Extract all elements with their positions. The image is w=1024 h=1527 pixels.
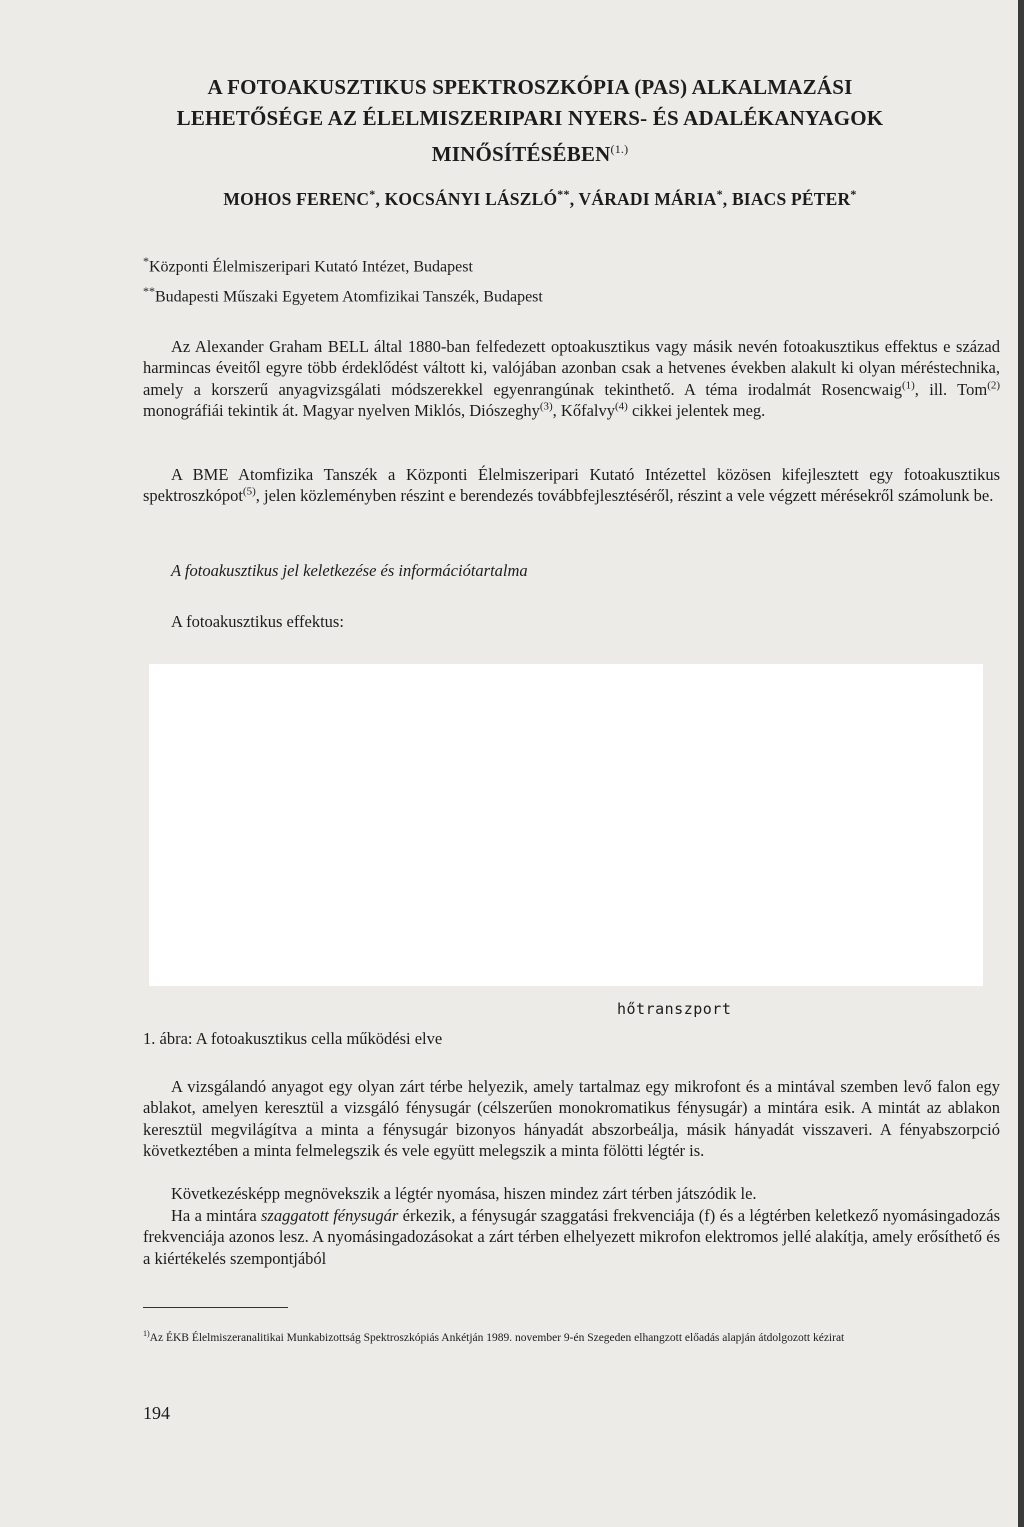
citation-ref: (4) (615, 400, 628, 413)
intro-paragraph-1 (143, 336, 1000, 422)
affiliation-1 (143, 254, 473, 276)
footnote (143, 1325, 1000, 1347)
section-heading: A fotoakusztikus jel keletkezése és információtartalma (171, 561, 528, 580)
author-separator: , (375, 188, 385, 209)
author-2-mark: ** (557, 187, 570, 201)
body-paragraph-2: Következésképp megnövekszik a légtér nyomása, hiszen mindez zárt térben játszódik le. (171, 1184, 757, 1203)
title-line-3-text: MINŐSÍTÉSÉBEN (431, 142, 611, 166)
emphasis-text: szaggatott fénysugár (261, 1206, 399, 1225)
intro-text: A BME Atomfizika Tanszék a Központi Élelmiszeripari Kutató Intézettel közösen kifejlesztett egy fotoakusztikus spektroszkópot (143, 465, 1000, 506)
intro-text: Az Alexander Graham BELL által 1880-ban felfedezett optoakusztikus vagy másik nevén fotoakusztikus effektus e század harmincas éveitől egyre több érdeklődést váltott ki, valójában azonban csak a hetvenes években alakult ki olyan méréstechnika, amely a korszerű anyagvizsgálati módszerekkel egyenrangúnak tekinthető. A téma irodalmát Rosencwaig (143, 337, 1000, 399)
intro-text: , ill. Tom (914, 379, 988, 399)
scan-edge (1018, 0, 1024, 1527)
intro-text: , jelen közleményben részint e berendezés továbbfejlesztéséről, részint a vele végzett mérésekről számolunk be. (255, 486, 994, 506)
author-3-mark: * (716, 187, 723, 201)
intro-paragraph-2 (143, 464, 1000, 507)
figure-caption: 1. ábra: A fotoakusztikus cella működési elve (143, 1029, 443, 1048)
author-separator: , (569, 188, 579, 209)
figure-placeholder (149, 664, 983, 986)
body-paragraph-1: A vizsgálandó anyagot egy olyan zárt térbe helyezik, amely tartalmaz egy mikrofont és a mintával szemben levő falon egy ablakot, amelyen keresztül a vizsgáló fénysugár (célszerűen monokromatikus fénysugár) a mintára esik. A mintát az ablakon keresztül megvilágítva a minta a fénysugár bizonyos hányadát abszorbeálja, másik hányadát visszaveri. A fényabszorpció következtében a minta felmelegszik és vele együtt melegszik a minta fölötti légtér is. (143, 1077, 1000, 1161)
author-separator: , (722, 188, 732, 209)
body-paragraph-3 (143, 1205, 1000, 1269)
title-note-mark: (1.) (610, 142, 629, 156)
footnote-mark: 1) (143, 1329, 150, 1338)
author-2: KOCSÁNYI LÁSZLÓ (384, 188, 558, 209)
footnote-divider (143, 1307, 288, 1308)
author-list (120, 187, 960, 210)
affiliation-2-text: Budapesti Műszaki Egyetem Atomfizikai Tanszék, Budapest (155, 288, 543, 306)
footnote-text: Az ÉKB Élelmiszeranalitikai Munkabizottság Spektroszkópiás Ankétján 1989. november 9-én Szegeden elhangzott előadás alapján átdolgozott kézirat (149, 1331, 845, 1344)
intro-text: monográfiái tekintik át. Magyar nyelven Miklós, Diószeghy (143, 401, 540, 421)
affiliation-2-mark: ** (143, 284, 155, 298)
citation-ref: (5) (242, 485, 256, 498)
intro-text: , Kőfalvy (552, 401, 615, 421)
affiliation-1-text: Központi Élelmiszeripari Kutató Intézet, Budapest (149, 258, 473, 276)
title-line-3 (120, 134, 940, 170)
citation-ref: (3) (539, 400, 553, 413)
intro-text: cikkei jelentek meg. (627, 401, 766, 421)
article-title (120, 72, 940, 170)
affiliation-1-mark: * (143, 254, 149, 268)
title-line-2: LEHETŐSÉGE AZ ÉLELMISZERIPARI NYERS- ÉS ADALÉKANYAGOK (176, 106, 884, 130)
citation-ref: (1) (901, 379, 915, 392)
effect-intro-line: A fotoakusztikus effektus: (171, 612, 344, 631)
citation-ref: (2) (987, 379, 1001, 392)
body-text: érkezik, a fénysugár szaggatási frekvenciája (f) és a légtérben keletkező nyomásingadozás frekvenciája azonos lesz. A nyomásingadozásokat a zárt térben elhelyezett mikrofon elektromos jellé alakítja, amely erősíthető és a kiértékelés szempontjából (143, 1206, 1000, 1268)
author-3: VÁRADI MÁRIA (578, 188, 717, 209)
author-4: BIACS PÉTER (731, 188, 851, 209)
title-line-1: A FOTOAKUSZTIKUS SPEKTROSZKÓPIA (PAS) ALKALMAZÁSI (207, 75, 853, 99)
body-text: Ha a mintára (171, 1206, 262, 1225)
author-1: MOHOS FERENC (223, 188, 370, 209)
affiliation-2 (143, 284, 543, 306)
page-number: 194 (143, 1403, 170, 1423)
author-4-mark: * (850, 187, 857, 201)
author-1-mark: * (369, 187, 376, 201)
figure-label-heat-transport: hőtranszport (617, 1000, 732, 1018)
